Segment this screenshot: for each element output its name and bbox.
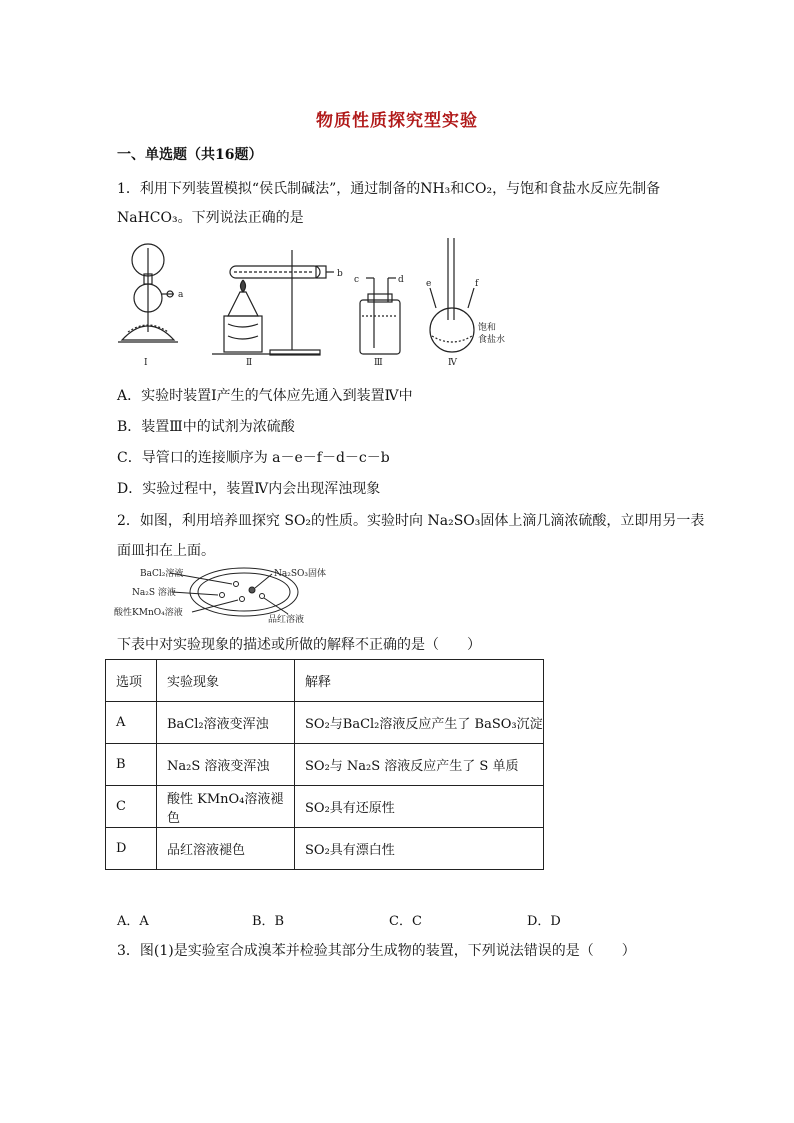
label-b: b (337, 269, 343, 279)
cell-option: A (106, 702, 157, 744)
table-row (106, 786, 544, 828)
q1-option-b: B．装置Ⅲ中的试剂为浓硫酸 (117, 419, 295, 435)
cell-phenomenon: 品红溶液褪色 (157, 828, 295, 870)
q2-answer-c: C．C (389, 914, 422, 929)
label-d: d (398, 275, 404, 285)
cell-option: B (106, 744, 157, 786)
label-f: f (475, 279, 479, 289)
label-pinhong: 品红溶液 (268, 615, 305, 624)
q2-answer-d: D．D (527, 914, 561, 929)
q2-answer-a: A．A (117, 914, 149, 929)
table-row (106, 828, 544, 870)
q1-apparatus-figure (112, 232, 532, 370)
q2-stem-line2: 面皿扣在上面。 (117, 543, 215, 559)
q1-option-c: C．导管口的连接顺序为 a－e－f－d－c－b (117, 450, 390, 466)
q2-petri-dish-figure (112, 562, 342, 624)
label-na2s: Na₂S 溶液 (132, 588, 176, 598)
cell-phenomenon: Na₂S 溶液变浑浊 (157, 744, 295, 786)
cell-explanation: SO₂具有漂白性 (295, 828, 544, 870)
label-saturated: 饱和 (478, 323, 497, 333)
apparatus-II (212, 250, 343, 368)
document-title: 物质性质探究型实验 (316, 111, 478, 131)
cell-explanation: SO₂与BaCl₂溶液反应产生了 BaSO₃沉淀 (295, 702, 544, 744)
label-I: Ⅰ (144, 358, 148, 368)
cell-option: D (106, 828, 157, 870)
header-phenomenon: 实验现象 (157, 660, 295, 702)
label-brine: 食盐水 (478, 335, 506, 345)
label-e: e (426, 279, 432, 289)
label-II: Ⅱ (246, 358, 253, 368)
section-heading: 一、单选题（共16题） (117, 147, 263, 163)
cell-phenomenon: BaCl₂溶液变浑浊 (157, 702, 295, 744)
label-IV: Ⅳ (448, 358, 457, 368)
q1-option-a: A．实验时装置Ⅰ产生的气体应先通入到装置Ⅳ中 (117, 388, 413, 404)
cell-explanation: SO₂具有还原性 (295, 786, 544, 828)
header-explanation: 解释 (295, 660, 544, 702)
q1-stem-line2: NaHCO₃。下列说法正确的是 (117, 210, 304, 226)
cell-option: C (106, 786, 157, 828)
apparatus-III (354, 275, 404, 368)
q2-stem-line1: 2．如图，利用培养皿探究 SO₂的性质。实验时向 Na₂SO₃固体上滴几滴浓硫酸，立即用另一表 (117, 513, 705, 529)
header-option: 选项 (106, 660, 157, 702)
cell-phenomenon: 酸性 KMnO₄溶液褪色 (157, 786, 295, 828)
label-a: a (178, 290, 184, 300)
apparatus-IV (426, 238, 505, 368)
q1-option-d: D．实验过程中，装置Ⅳ内会出现浑浊现象 (117, 481, 381, 497)
label-kmno4: 酸性KMnO₄溶液 (114, 608, 183, 618)
label-na2so3: Na₂SO₃固体 (274, 569, 327, 579)
q2-table (105, 659, 544, 870)
apparatus-I (118, 244, 184, 368)
label-bacl2: BaCl₂溶液 (140, 569, 184, 579)
table-row (106, 744, 544, 786)
q1-stem-line1: 1．利用下列装置模拟“侯氏制碱法”，通过制备的NH₃和CO₂，与饱和食盐水反应先制备 (117, 181, 661, 197)
q2-table-intro: 下表中对实验现象的描述或所做的解释不正确的是（ ） (117, 637, 481, 653)
label-c-III: c (354, 275, 360, 285)
cell-explanation: SO₂与 Na₂S 溶液反应产生了 S 单质 (295, 744, 544, 786)
q2-answer-b: B．B (252, 914, 285, 929)
table-header-row (106, 660, 544, 702)
label-III: Ⅲ (374, 358, 383, 368)
table-row (106, 702, 544, 744)
q3-stem: 3．图(1)是实验室合成溴苯并检验其部分生成物的装置，下列说法错误的是（ ） (117, 943, 636, 959)
